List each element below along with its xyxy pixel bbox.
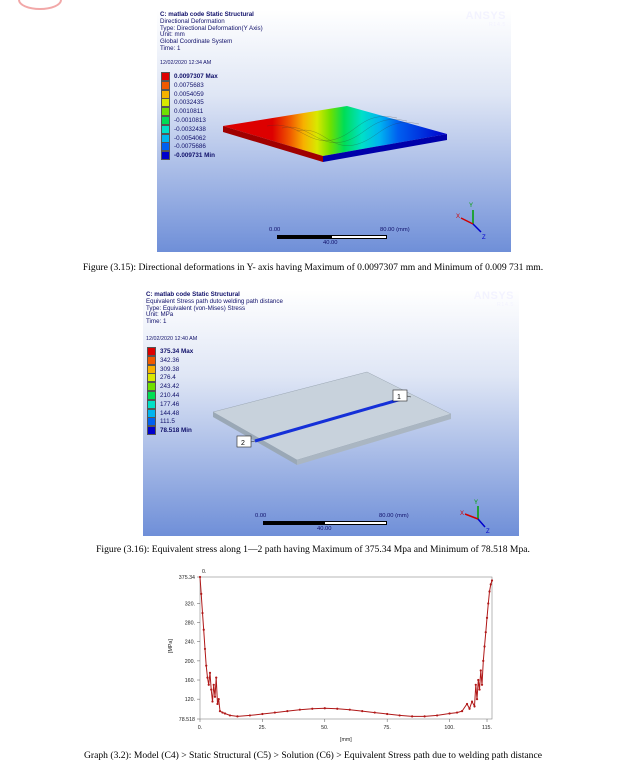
stress-data-point bbox=[199, 576, 201, 578]
stress-data-point bbox=[214, 696, 216, 698]
legend-value: -0.0075686 bbox=[174, 143, 206, 151]
x-tick-label: 50. bbox=[321, 725, 329, 731]
stress-data-point bbox=[481, 684, 483, 686]
stress-data-point bbox=[386, 713, 388, 715]
stress-data-point bbox=[299, 709, 301, 711]
y-tick-label: 78.518 bbox=[178, 717, 195, 723]
stress-data-point bbox=[261, 713, 263, 715]
stress-data-point bbox=[216, 703, 218, 705]
stress-data-point bbox=[361, 710, 363, 712]
legend-value: 210.44 bbox=[160, 392, 180, 399]
stress-data-point bbox=[219, 710, 221, 712]
stress-data-point bbox=[476, 698, 478, 700]
legend-value: 144.48 bbox=[160, 409, 180, 417]
legend-value: 0.0054059 bbox=[174, 90, 204, 98]
ansys-logo: ANSYS R14.5 bbox=[473, 290, 514, 308]
triad-icon bbox=[460, 500, 490, 535]
y-axis-label: [MPa] bbox=[168, 639, 174, 653]
legend-value: 0.0075683 bbox=[174, 81, 204, 89]
y-axis-ticks bbox=[179, 575, 200, 723]
stress-data-point bbox=[411, 715, 413, 717]
svg-text:1: 1 bbox=[397, 394, 401, 401]
x-axis-label: [mm] bbox=[340, 737, 352, 743]
legend-value: 309.38 bbox=[160, 365, 180, 373]
timestamp: 12/02/2020 12:40 AM bbox=[146, 336, 198, 342]
stress-data-point bbox=[286, 710, 288, 712]
stress-data-point bbox=[466, 703, 468, 705]
header-line: Unit: MPa bbox=[146, 311, 174, 319]
stress-data-point bbox=[488, 590, 490, 592]
scale-bar-graphic bbox=[277, 235, 387, 239]
legend-value: 276.4 bbox=[160, 374, 176, 382]
stress-data-point bbox=[221, 711, 223, 713]
top-x-label: 0. bbox=[202, 569, 207, 575]
stress-data-point bbox=[436, 714, 438, 716]
stress-data-point bbox=[477, 679, 479, 681]
top-edge bbox=[0, 0, 90, 7]
x-tick-label: 115. bbox=[482, 725, 492, 731]
stress-data-point bbox=[478, 688, 480, 690]
stress-data-point bbox=[200, 593, 202, 595]
legend-value: 375.34 Max bbox=[160, 348, 194, 355]
triad-icon bbox=[456, 203, 486, 241]
figure-caption: Figure (3.15): Directional deformations in Y- axis having Maximum of 0.0097307 mm and Minimum of 0.009 731 mm. bbox=[82, 262, 544, 273]
stress-data-point bbox=[482, 660, 484, 662]
figure-title: C: matlab code Static Structural bbox=[160, 11, 254, 18]
y-tick-label: 375.34 bbox=[178, 575, 195, 581]
svg-text:Z: Z bbox=[486, 529, 490, 535]
svg-text:Z: Z bbox=[482, 235, 486, 241]
header-line: Time: 1 bbox=[146, 318, 167, 326]
svg-text:Y: Y bbox=[474, 500, 479, 506]
svg-text:X: X bbox=[456, 214, 461, 220]
stress-data-point bbox=[208, 684, 210, 686]
stress-plate bbox=[143, 290, 519, 536]
timestamp: 12/02/2020 12:34 AM bbox=[160, 60, 212, 66]
legend-value: 342.36 bbox=[160, 356, 180, 364]
scale-right-label: 80.00 (mm) bbox=[379, 513, 409, 519]
plot-area bbox=[200, 577, 492, 719]
stress-data-point bbox=[229, 714, 231, 716]
x-axis-ticks bbox=[198, 719, 492, 731]
stress-data-point bbox=[224, 712, 226, 714]
y-tick-label: 160. bbox=[184, 678, 195, 685]
x-tick-label: 100. bbox=[444, 725, 455, 731]
stress-data-point bbox=[486, 617, 488, 619]
header-line: Type: Directional Deformation(Y Axis) bbox=[160, 24, 263, 32]
stress-figure bbox=[143, 290, 519, 536]
stress-data-point bbox=[249, 714, 251, 716]
y-tick-label: 200. bbox=[184, 658, 195, 665]
ansys-logo: ANSYS R14.5 bbox=[465, 10, 506, 28]
release-label: R14.5 bbox=[488, 22, 506, 28]
header-line: Type: Equivalent (von-Mises) Stress bbox=[146, 304, 246, 312]
stress-data-point bbox=[448, 712, 450, 714]
stress-data-point bbox=[490, 583, 492, 585]
legend-value: -0.0010813 bbox=[174, 117, 206, 124]
stress-path-chart bbox=[142, 565, 502, 743]
stress-data-point bbox=[487, 602, 489, 604]
stress-data-point bbox=[473, 705, 475, 707]
stress-data-point bbox=[209, 672, 211, 674]
y-tick-label: 240. bbox=[184, 639, 195, 646]
legend-value: 0.0032435 bbox=[174, 99, 204, 107]
x-tick-label: 75. bbox=[383, 725, 391, 731]
stress-data-point bbox=[215, 677, 217, 679]
header-line: Unit: mm bbox=[160, 31, 185, 39]
legend-value: 0.0097307 Max bbox=[174, 73, 218, 80]
y-tick-label: 280. bbox=[184, 620, 195, 627]
stress-data-point bbox=[203, 629, 205, 631]
stress-data-point bbox=[374, 711, 376, 713]
stress-data-point bbox=[399, 714, 401, 716]
stress-data-point bbox=[206, 677, 208, 679]
figure-title: C: matlab code Static Structural bbox=[146, 291, 240, 298]
stress-data-point bbox=[311, 708, 313, 710]
stress-data-point bbox=[213, 684, 215, 686]
x-tick-label: 0. bbox=[197, 725, 203, 731]
legend-value: 111.5 bbox=[160, 418, 175, 426]
deformation-figure bbox=[157, 10, 511, 252]
stress-data-point bbox=[236, 715, 238, 717]
stress-data-point bbox=[324, 707, 326, 709]
stress-data-point bbox=[491, 579, 493, 581]
scale-left-label: 0.00 bbox=[255, 513, 267, 519]
stress-data-point bbox=[475, 684, 477, 686]
stress-data-point bbox=[485, 631, 487, 633]
scale-right-label: 80.00 (mm) bbox=[380, 227, 410, 233]
svg-text:Y: Y bbox=[469, 203, 474, 209]
stress-data-point bbox=[205, 665, 207, 667]
header-line: Equivalent Stress path duto welding path distance bbox=[146, 297, 283, 305]
y-tick-label: 320. bbox=[184, 601, 195, 608]
stress-data-point bbox=[274, 711, 276, 713]
svg-text:X: X bbox=[460, 511, 465, 517]
stress-data-point bbox=[456, 711, 458, 713]
stress-data-point bbox=[424, 715, 426, 717]
stress-data-point bbox=[483, 645, 485, 647]
legend-value: -0.0032438 bbox=[174, 125, 206, 133]
stress-data-point bbox=[201, 612, 203, 614]
plate-top-surface bbox=[223, 106, 447, 156]
legend-value: -0.0054062 bbox=[174, 134, 206, 142]
deformation-plate bbox=[157, 10, 511, 252]
clipped-logo bbox=[18, 0, 62, 10]
header-line: Time: 1 bbox=[160, 44, 181, 52]
y-tick-label: 120. bbox=[184, 697, 195, 704]
stress-data-point bbox=[480, 669, 482, 671]
svg-text:2: 2 bbox=[241, 440, 245, 447]
legend-value: 78.518 Min bbox=[160, 427, 192, 435]
stress-data-point bbox=[218, 698, 220, 700]
stress-data-point bbox=[211, 700, 213, 702]
stress-data-point bbox=[461, 710, 463, 712]
graph-caption: Graph (3.2): Model (C4) > Static Structural (C5) > Solution (C6) > Equivalent Stress path due to welding path distance bbox=[84, 750, 542, 761]
stress-data-point bbox=[471, 700, 473, 702]
legend-value: 243.42 bbox=[160, 383, 180, 391]
legend-value: -0.009731 Min bbox=[174, 152, 215, 160]
stress-data-point bbox=[204, 648, 206, 650]
scale-left-label: 0.00 bbox=[269, 227, 281, 233]
legend-value: 177.46 bbox=[160, 400, 180, 408]
stress-data-point bbox=[468, 708, 470, 710]
scale-bar-graphic bbox=[263, 521, 387, 525]
release-label: R14.5 bbox=[496, 302, 514, 308]
stress-data-point bbox=[336, 708, 338, 710]
x-tick-label: 25. bbox=[258, 725, 267, 731]
scale-mid-label: 40.00 bbox=[317, 526, 332, 532]
legend-value: 0.0010811 bbox=[174, 108, 204, 116]
scale-mid-label: 40.00 bbox=[323, 240, 338, 246]
header-line: Global Coordinate System bbox=[160, 38, 233, 46]
figure-caption: Figure (3.16): Equivalent stress along 1—2 path having Maximum of 375.34 Mpa and Minimum of 78.518 Mpa. bbox=[96, 544, 530, 555]
stress-data-point bbox=[349, 709, 351, 711]
stress-data-point bbox=[210, 688, 212, 690]
header-line: Directional Deformation bbox=[160, 17, 225, 25]
